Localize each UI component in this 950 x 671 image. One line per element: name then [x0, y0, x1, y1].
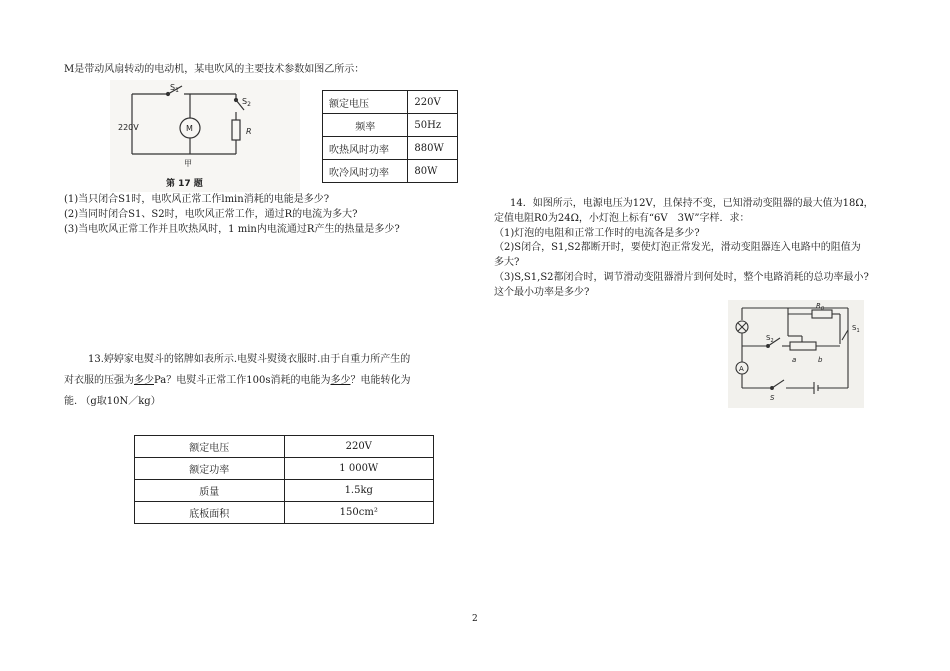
q13-line3: 能. （g取10N／kg）	[64, 396, 161, 407]
svg-text:R: R	[246, 127, 252, 136]
table-cell: 220V	[408, 91, 458, 114]
q14-line6: （3)S,S1,S2都闭合时，调节滑动变阻器滑片到何处时，整个电路消耗的总功率最小?	[494, 272, 869, 283]
svg-text:R0: $R_0$	[816, 302, 825, 312]
q14-line4: （2)S闭合，S1,S2都断开时，要使灯泡正常发光，滑动变阻器连入电路中的阻值为	[494, 242, 861, 253]
page-number: 2	[472, 614, 478, 624]
svg-text:M: M	[186, 124, 193, 133]
svg-text:S2: $S_2$	[766, 334, 774, 344]
table-cell: 额定功率	[135, 458, 285, 480]
blank-pressure: 多少	[134, 375, 154, 386]
q14-line5: 多大?	[494, 257, 520, 268]
svg-text:S1: $S_1$	[170, 83, 179, 94]
svg-text:b: b	[818, 356, 823, 364]
table-cell: 150cm²	[284, 502, 434, 524]
intro-text: M是带动风扇转动的电动机，某电吹风的主要技术参数如图乙所示：	[64, 64, 365, 75]
q14-line2: 定值电阻R0为24Ω，小灯泡上标有“6V 3W”字样．求：	[494, 213, 750, 224]
table-cell: 880W	[408, 137, 458, 160]
table-cell: 80W	[408, 160, 458, 183]
svg-text:S: S	[770, 394, 775, 402]
svg-text:第 17 题: 第 17 题	[166, 179, 203, 189]
q13-line1: 13.婷婷家电熨斗的铭牌如表所示.电熨斗熨烫衣服时.由于自重力所产生的	[88, 354, 411, 365]
table-cell: 质量	[135, 480, 285, 502]
table-cell: 220V	[284, 436, 434, 458]
table-cell: 吹热风时功率	[323, 137, 408, 160]
hairdryer-spec-table	[322, 90, 458, 183]
table-cell: 吹冷风时功率	[323, 160, 408, 183]
svg-text:S1: $S_1$	[852, 324, 860, 334]
iron-spec-table	[134, 435, 434, 524]
table-cell: 额定电压	[323, 91, 408, 114]
table-cell: 1 000W	[284, 458, 434, 480]
circuit-diagram-lamp	[728, 300, 864, 408]
q13-line2: 对衣服的压强为多少Pa？电熨斗正常工作100s消耗的电能为多少？电能转化为	[64, 375, 411, 386]
svg-text:S2: $S_2$	[242, 97, 251, 108]
table-cell: 50Hz	[408, 114, 458, 137]
table-cell: 额定电压	[135, 436, 285, 458]
q12-part2: (2)当同时闭合S1、S2时，电吹风正常工作，通过R的电流为多大?	[64, 209, 358, 220]
table-cell: 底板面积	[135, 502, 285, 524]
circuit-diagram-hairdryer	[110, 80, 300, 192]
table-cell: 频率	[323, 114, 408, 137]
svg-text:a: a	[792, 356, 797, 364]
blank-energy: 多少	[330, 375, 351, 386]
q14-line1: 14．如图所示，电源电压为12V，且保持不变，已知滑动变阻器的最大值为18Ω，	[510, 198, 874, 209]
svg-text:甲: 甲	[184, 159, 192, 168]
q14-line7: 这个最小功率是多少?	[494, 287, 590, 298]
q14-line3: （1)灯泡的电阻和正常工作时的电流各是多少?	[494, 228, 700, 239]
q12-part3: (3)当电吹风正常工作并且吹热风时，1 min内电流通过R产生的热量是多少?	[64, 224, 400, 235]
q12-part1: (1)当只闭合S1时，电吹风正常工作lmin消耗的电能是多少?	[64, 194, 330, 205]
svg-text:A: A	[739, 365, 744, 373]
svg-text:220V: 220V	[118, 123, 139, 132]
table-cell: 1.5kg	[284, 480, 434, 502]
